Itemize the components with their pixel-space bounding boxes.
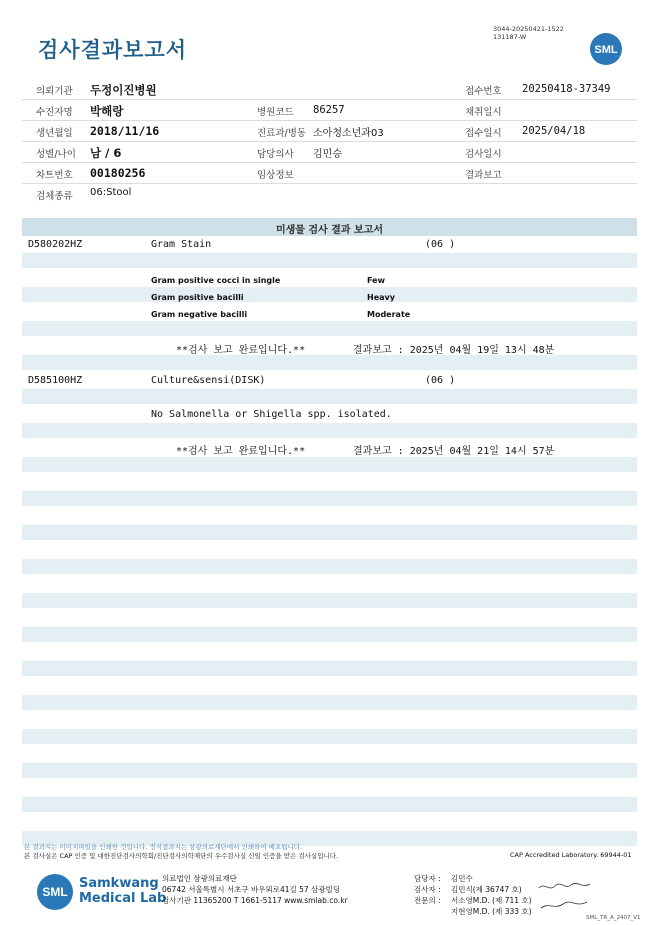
staff-name: 김민식(제 36747 호): [451, 885, 522, 894]
document-id-line1: 3044-20250421-1522: [493, 25, 564, 33]
sex-age-label: 성별/나이: [36, 149, 76, 160]
staff-role: 담당자 :: [414, 874, 441, 883]
test-code: D580202HZ: [28, 239, 83, 250]
document-id: [493, 25, 564, 41]
cap-accreditation: CAP Accredited Laboratory. 69944-01: [510, 851, 632, 859]
test-name: Culture&sensi(DISK): [151, 375, 266, 386]
info-row-4: [22, 141, 637, 163]
receipt-no-value: 20250418-37349: [522, 83, 611, 95]
info-row-1: [22, 78, 637, 100]
doctor-value: 김민승: [313, 149, 342, 160]
staff-role: 검사자 :: [414, 885, 441, 894]
receipt-date-value: 2025/04/18: [522, 125, 586, 137]
print-warning: 본 결과지는 이미지파일을 인쇄한 것입니다. 정식결과지는 삼광의료재단에서 인쇄하여 배포됩니다.: [24, 843, 303, 851]
report-complete: **검사 보고 완료입니다.**: [176, 345, 306, 356]
birth-label: 생년월일: [36, 128, 73, 139]
staff-name: 지현영M.D. (제 333 호): [451, 907, 532, 916]
institution-value: 두정이진병원: [90, 83, 157, 97]
patient-label: 수진자명: [36, 107, 73, 118]
dept-label: 진료과/병동: [257, 128, 307, 139]
page-title: 검사결과보고서: [38, 38, 188, 62]
sml-footer-logo: [36, 873, 74, 911]
hospital-code-value: 86257: [313, 104, 345, 116]
info-row-3: [22, 120, 637, 142]
org-name: 의료법인 삼광의료재단: [162, 874, 237, 883]
form-code: SML_TR_A_2407_V1: [586, 915, 641, 921]
brand-name-line2: Medical Lab: [79, 891, 167, 906]
sex-age-value: 남 / 6: [90, 146, 122, 160]
sml-logo: [589, 32, 623, 66]
result-item: Gram negative bacilli: [151, 310, 248, 319]
specimen-label: 검체종류: [36, 191, 73, 202]
report-complete: **검사 보고 완료입니다.**: [176, 446, 306, 457]
signature-image: [535, 878, 595, 918]
institution-label: 의뢰기관: [36, 86, 73, 97]
result-value: Few: [367, 276, 385, 285]
result-value: Moderate: [367, 310, 411, 319]
chart-label: 차트번호: [36, 170, 73, 181]
collect-date-label: 채취일시: [465, 107, 502, 118]
sml-footer-logo-text: SML: [42, 885, 68, 899]
doctor-label: 담당의사: [257, 149, 294, 160]
section-header: [22, 218, 637, 236]
staff-role: 전문의 :: [414, 896, 441, 905]
dept-value: 소아청소년과03: [313, 128, 384, 139]
test-specimen: (06 ): [425, 375, 456, 386]
result-item: Gram positive cocci in single: [151, 276, 281, 285]
clinical-label: 임상정보: [257, 170, 294, 181]
test-date-label: 검사일시: [465, 149, 502, 160]
test-code: D585100HZ: [28, 375, 83, 386]
section-title: 미생물 검사 결과 보고서: [275, 225, 384, 236]
document-id-line2: 131187-W: [493, 33, 527, 41]
patient-value: 박해랑: [90, 104, 124, 118]
result-comment: No Salmonella or Shigella spp. isolated.: [151, 409, 392, 420]
org-contact: 검사기관 11365200 T 1661-5117 www.smlab.co.kr: [162, 896, 348, 905]
receipt-date-label: 접수일시: [465, 128, 502, 139]
info-row-5: [22, 162, 637, 184]
info-row-2: [22, 99, 637, 121]
report-label: 결과보고: [465, 170, 502, 181]
info-row-6: [22, 183, 637, 204]
test-name: Gram Stain: [151, 239, 212, 250]
test-specimen: (06 ): [425, 239, 456, 250]
report-time: 결과보고 : 2025년 04월 21일 14시 57분: [353, 446, 555, 457]
staff-name: 서소영M.D. (제 711 호): [451, 896, 532, 905]
result-value: Heavy: [367, 293, 395, 302]
receipt-no-label: 접수번호: [465, 86, 502, 97]
report-time: 결과보고 : 2025년 04월 19일 13시 48분: [353, 345, 555, 356]
certification-note: 본 검사실은 CAP 인증 및 대한진단검사의학회/진단검사의학재단의 우수검사실 신임 인증을 받은 검사실입니다.: [24, 852, 339, 860]
chart-value: 00180256: [90, 166, 146, 180]
org-address: 06742 서울특별시 서초구 바우뫼로41길 57 삼광빌딩: [162, 885, 341, 894]
hospital-code-label: 병원코드: [257, 107, 294, 118]
specimen-value: 06:Stool: [90, 187, 132, 198]
result-item: Gram positive bacilli: [151, 293, 244, 302]
birth-value: 2018/11/16: [90, 124, 160, 138]
sml-logo-text: SML: [594, 44, 618, 56]
brand-name-line1: Samkwang: [79, 876, 159, 891]
staff-name: 김민수: [451, 874, 473, 883]
